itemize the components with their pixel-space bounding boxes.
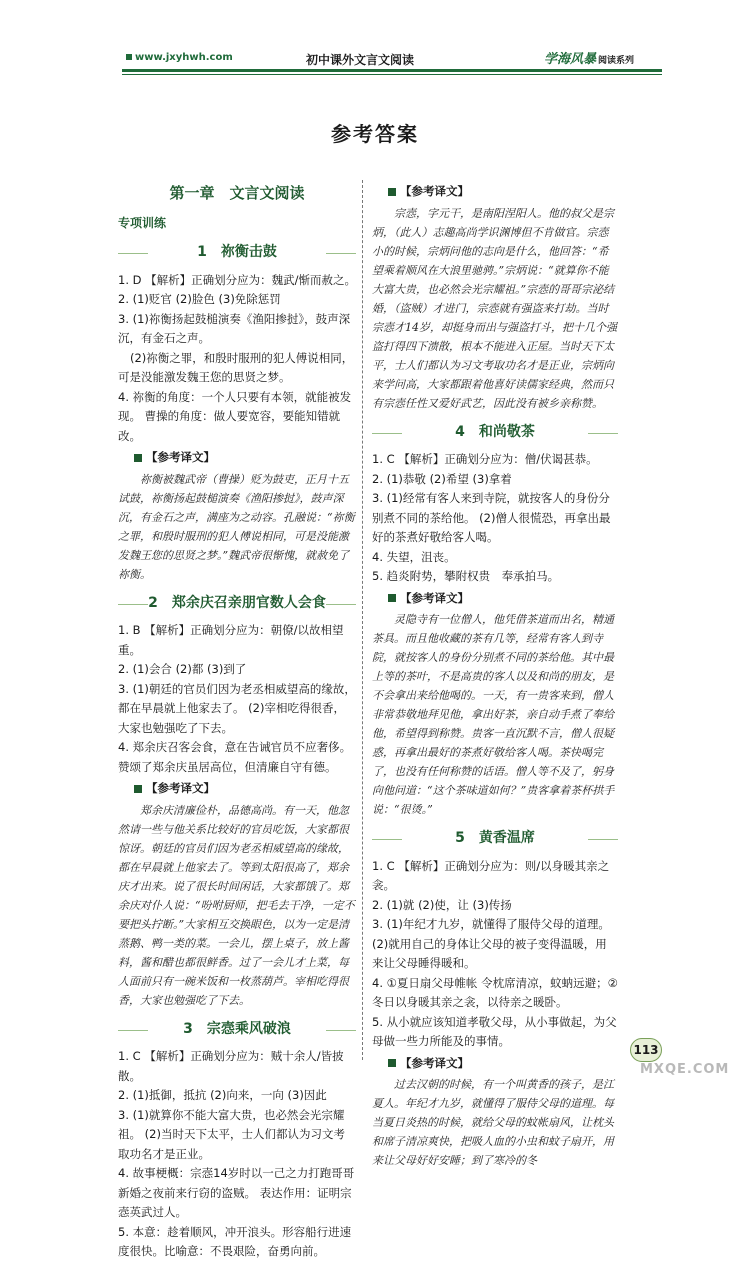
answer-line: 3. (1)经常有客人来到寺院，就按客人的身份分别煮不同的茶给他。 (2)僧人很慌恐，再拿出最好的茶煮好敬给客人喝。 (372, 491, 611, 544)
translation-label: 【参考译文】 (388, 182, 618, 202)
answer-line: 3. (1)祢衡扬起鼓槌演奏《渔阳掺挝》，鼓声深沉，有金石之声。 (118, 311, 351, 345)
answer-line: 1. B 【解析】正确划分应为：朝僚/以故相望重。 (118, 623, 344, 657)
square-bullet-icon (126, 54, 132, 60)
translation-text: 郑余庆清廉俭朴，品德高尚。有一天，他忽然请一些与他关系比较好的官员吃饭，大家都很惊讶。朝廷的官员们因为老丞相威望高的缘故，都在早晨就上他家去了。等到太阳很高了，郑余庆才出来。说了很长时间闲话，大家都饿了。郑余庆对仆人说：“吩咐厨师，把毛去干净，一定不要把头拧断。”大家相互交换眼色，以为一定是清蒸鹅、鸭一类的菜。一会儿，摆上桌子，放上酱料，酱和醋也都很鲜香。过了一会儿才上菜，每人面前只有一碗米饭和一枚蒸葫芦。宰相吃得很香，大家也勉强吃了下去。 (118, 803, 355, 1007)
answer-line: 4. 祢衡的角度：一个人只要有本领，就能被发现。 曹操的角度：做人要宽容，要能知错就改。 (118, 389, 352, 443)
answer-line: 4. 郑余庆召客会食，意在告诫官员不应奢侈。赞颂了郑余庆虽居高位，但清廉自守有德。 (118, 740, 352, 774)
answer-line: 1. C 【解析】正确划分应为：僧/伏谒甚恭。 (372, 452, 598, 466)
section-title: 3 宗悫乘风破浪 (118, 1020, 356, 1040)
section-title: 5 黄香温席 (372, 829, 618, 849)
special-training-label: 专项训练 (118, 215, 167, 230)
translation-label: 【参考译文】 (388, 1054, 618, 1074)
page-number: 113 (630, 1038, 662, 1062)
translation-text: 祢衡被魏武帝（曹操）贬为鼓吏，正月十五试鼓，祢衡扬起鼓槌演奏《渔阳掺挝》，鼓声深沉，有金石之声，满座为之动容。孔融说：“祢衡之罪，和殷时服刑的犯人傅说相同，可是没能激发魏王您的思贤之梦。”魏武帝很惭愧，就赦免了祢衡。 (118, 472, 355, 581)
translation-label: 【参考译文】 (388, 589, 618, 609)
section-title: 2 郑余庆召亲朋官数人会食 (118, 594, 356, 614)
chapter-title: 第一章 文言文阅读 (169, 184, 305, 202)
answer-line: 4. 故事梗概：宗悫14岁时以一己之力打跑哥哥新婚之夜前来行窃的盗贼。 表达作用：证明宗悫英武过人。 (118, 1166, 355, 1219)
answer-line: 4. 失望，沮丧。 (372, 549, 456, 564)
brand-series: 阅读系列 (598, 56, 635, 66)
left-column (118, 180, 356, 1262)
section-title: 4 和尚敬茶 (372, 423, 618, 443)
brand-name: 学海风暴 (544, 52, 597, 67)
header-site-text: www.jxyhwh.com (135, 52, 233, 63)
translation-text: 灵隐寺有一位僧人，他凭借茶道而出名，精通茶具。而且他收藏的茶有几等，经常有客人到寺院，就按客人的身份分别煮不同的茶给他。其中最上等的茶叶，不是高贵的客人以及和尚的朋友，是不会拿出来给他喝的。一天，有一贵客来到，僧人非常恭敬地拜见他，拿出好茶，亲自动手煮了奉给他，希望得到称赞。贵客一直沉默不言，僧人很疑惑，再拿出最好的茶煮好敬给客人喝。茶快喝完了，也没有任何称赞的话语。僧人等不及了，躬身向他问道：“这个茶味道如何？”贵客拿着茶杯拱手说：“很烫。” (372, 613, 615, 816)
translation-text: 宗悫，字元干，是南阳涅阳人。他的叔父是宗炳，（此人）志趣高尚学识渊博但不肯做官。宗悫小的时候，宗炳问他的志向是什么，他回答：“希望乘着顺风在大浪里驰骋。”宗炳说：“就算你不能大富大贵，也必然会光宗耀祖。”宗悫的哥哥宗泌结婚，（盗贼）才进门，宗悫就有强盗来打劫。当时宗悫才14岁，却挺身而出与强盗打斗，把十几个强盗打得四下溃散，根本不能进入正屋。当时天下太平，士人们都认为习文考取功名才是正业，宗炳向来学问高，大家都跟着他喜好读儒家经典，然而只有宗悫任性又爱好武艺，因此没有被乡亲称赞。 (372, 206, 617, 410)
answer-line: 3. (1)就算你不能大富大贵，也必然会光宗耀祖。 (2)当时天下太平，士人们都认为习文考取功名才是正业。 (118, 1107, 345, 1161)
answer-line: 5. 趋炎附势，攀附权贵 奉承拍马。 (372, 569, 560, 583)
answer-line: 5. 本意：趁着顺风，冲开浪头。形容船行进速度很快。比喻意：不畏艰险，奋勇向前。 (118, 1224, 352, 1258)
header-rule-thin (122, 74, 662, 75)
answer-line: 2. (1)恭敬 (2)希望 (3)拿着 (372, 471, 512, 486)
answer-line: 3. (1)年纪才九岁，就懂得了服侍父母的道理。 (2)就用自己的身体让父母的被子变得温暖，用来让父母睡得暖和。 (372, 917, 610, 970)
answer-line: 2. (1)贬官 (2)脸色 (3)免除惩罚 (118, 292, 281, 306)
answer-line: 3. (1)朝廷的官员们因为老丞相威望高的缘故，都在早晨就上他家去了。 (2)宰相吃得很香，大家也勉强吃了下去。 (118, 681, 356, 735)
page-title: 参考答案 (331, 122, 419, 146)
answer-line: 1. C 【解析】正确划分应为：则/以身暖其亲之衾。 (372, 858, 610, 892)
header-title: 初中课外文言文阅读 (300, 51, 420, 68)
section-title: 1 祢衡击鼓 (118, 243, 356, 263)
answer-line: 2. (1)就 (2)使，让 (3)传扬 (372, 897, 512, 912)
answer-line: (2)祢衡之罪，和殷时服刑的犯人傅说相同，可是没能激发魏王您的思贤之梦。 (118, 350, 354, 384)
translation-label: 【参考译文】 (134, 779, 356, 799)
header-rule (122, 69, 662, 72)
header-brand (540, 48, 638, 67)
answer-line: 1. D 【解析】正确划分应为：魏武/惭而赦之。 (118, 272, 357, 287)
translation-text: 过去汉朝的时候，有一个叫黄香的孩子，是江夏人。年纪才九岁，就懂得了服侍父母的道理。每当夏日炎热的时候，就给父母的蚊帐扇风，让枕头和席子清凉爽快，把吸人血的小虫和蚊子扇开，用来让父母好好安睡；到了寒冷的冬 (372, 1078, 614, 1167)
answer-line: 2. (1)会合 (2)都 (3)到了 (118, 662, 247, 676)
column-divider (362, 180, 363, 1060)
page-header (110, 52, 665, 80)
translation-label: 【参考译文】 (134, 448, 356, 468)
right-column (372, 180, 618, 1170)
header-site (122, 52, 237, 63)
answer-line: 2. (1)抵御，抵抗 (2)向来，一向 (3)因此 (118, 1088, 327, 1102)
watermark: MXQE.COM (640, 1062, 730, 1077)
answer-line: 5. 从小就应该知道孝敬父母，从小事做起，为父母做一些力所能及的事情。 (372, 1014, 617, 1048)
answer-line: 4. ①夏日扇父母帷帐 令枕席清凉，蚊蚋远避；②冬日以身暖其亲之衾，以待亲之暖卧。 (372, 975, 618, 1009)
answer-line: 1. C 【解析】正确划分应为：贼十余人/皆披散。 (118, 1049, 344, 1083)
